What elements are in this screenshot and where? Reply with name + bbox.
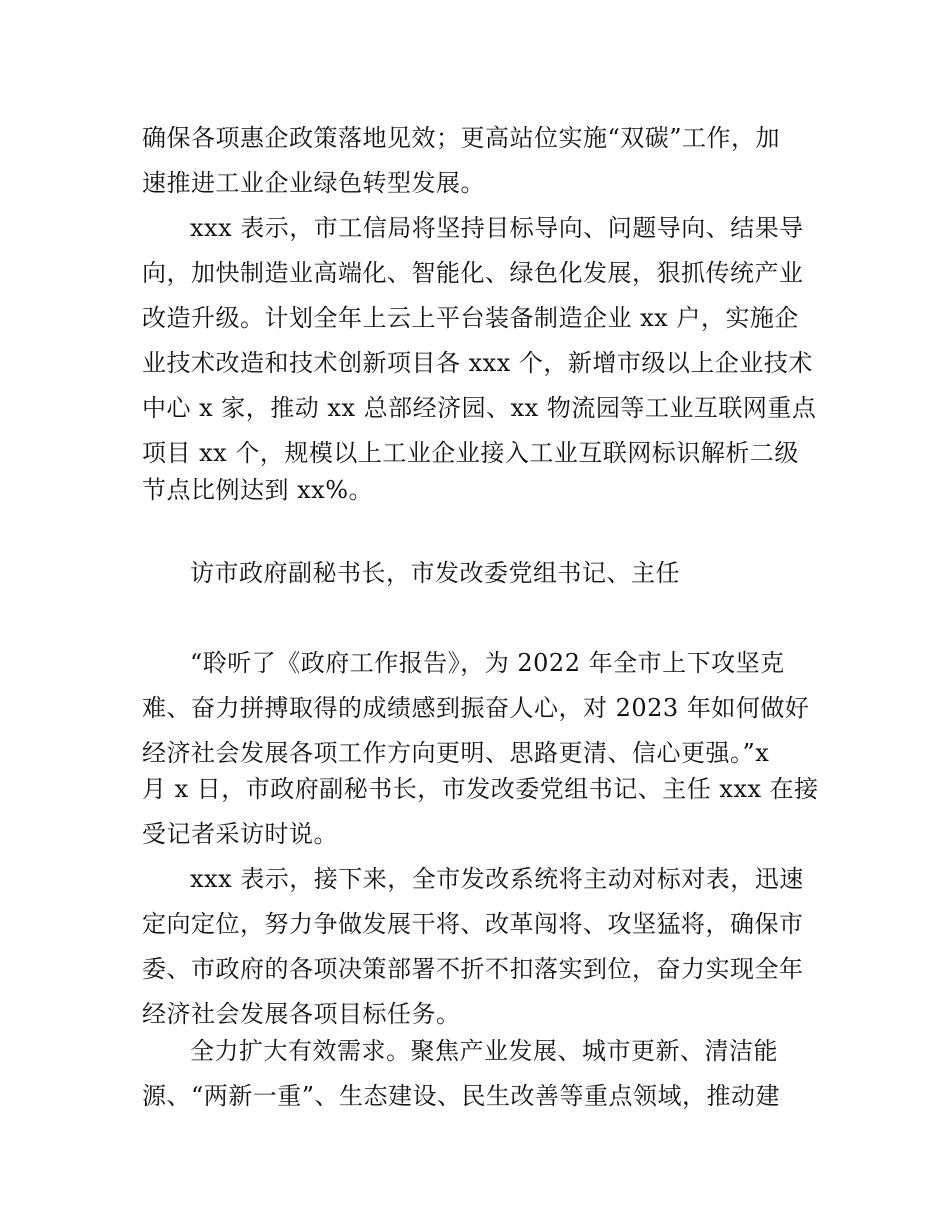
paragraph-line: 项目 xx 个，规模以上工业企业接入工业互联网标识解析二级 [142,439,799,467]
paragraph-line: 速推进工业企业绿色转型发展。 [142,169,485,197]
paragraph-line: 受记者采访时说。 [142,820,338,848]
paragraph-line: 月 x 日，市政府副秘书长，市发改委党组书记、主任 xxx 在接 [142,775,819,803]
paragraph-line: 经济社会发展各项目标任务。 [142,1000,461,1028]
paragraph-line: “聆听了《政府工作报告》，为 2022 年全市上下攻坚克 [190,649,785,677]
paragraph-line: 改造升级。计划全年上云上平台装备制造企业 xx 户，实施企 [142,304,799,332]
section-heading: 访市政府副秘书长，市发改委党组书记、主任 [190,559,680,587]
paragraph-line: 节点比例达到 xx%。 [142,476,374,504]
paragraph-line: 源、“两新一重”、生态建设、民生改善等重点领域，推动建 [142,1082,781,1110]
paragraph-line: xxx 表示，市工信局将坚持目标导向、问题导向、结果导 [190,214,804,242]
paragraph-line: 业技术改造和技术创新项目各 xxx 个，新增市级以上企业技术 [142,349,813,377]
paragraph-line: 经济社会发展各项工作方向更明、思路更清、信心更强。”x [142,739,770,767]
paragraph-line: 定向定位，努力争做发展干将、改革闯将、攻坚猛将，确保市 [142,910,804,938]
paragraph-line: 难、奋力拼搏取得的成绩感到振奋人心，对 2023 年如何做好 [142,694,810,722]
paragraph-line: xxx 表示，接下来，全市发改系统将主动对标对表，迅速 [190,865,804,893]
paragraph-line: 中心 x 家，推动 xx 总部经济园、xx 物流园等工业互联网重点 [142,394,817,422]
paragraph-line: 确保各项惠企政策落地见效；更高站位实施“双碳”工作，加 [142,124,781,152]
paragraph-line: 向，加快制造业高端化、智能化、绿色化发展，狠抓传统产业 [142,259,804,287]
paragraph-line: 全力扩大有效需求。聚焦产业发展、城市更新、清洁能 [190,1037,778,1065]
paragraph-line: 委、市政府的各项决策部署不折不扣落实到位，奋力实现全年 [142,955,804,983]
